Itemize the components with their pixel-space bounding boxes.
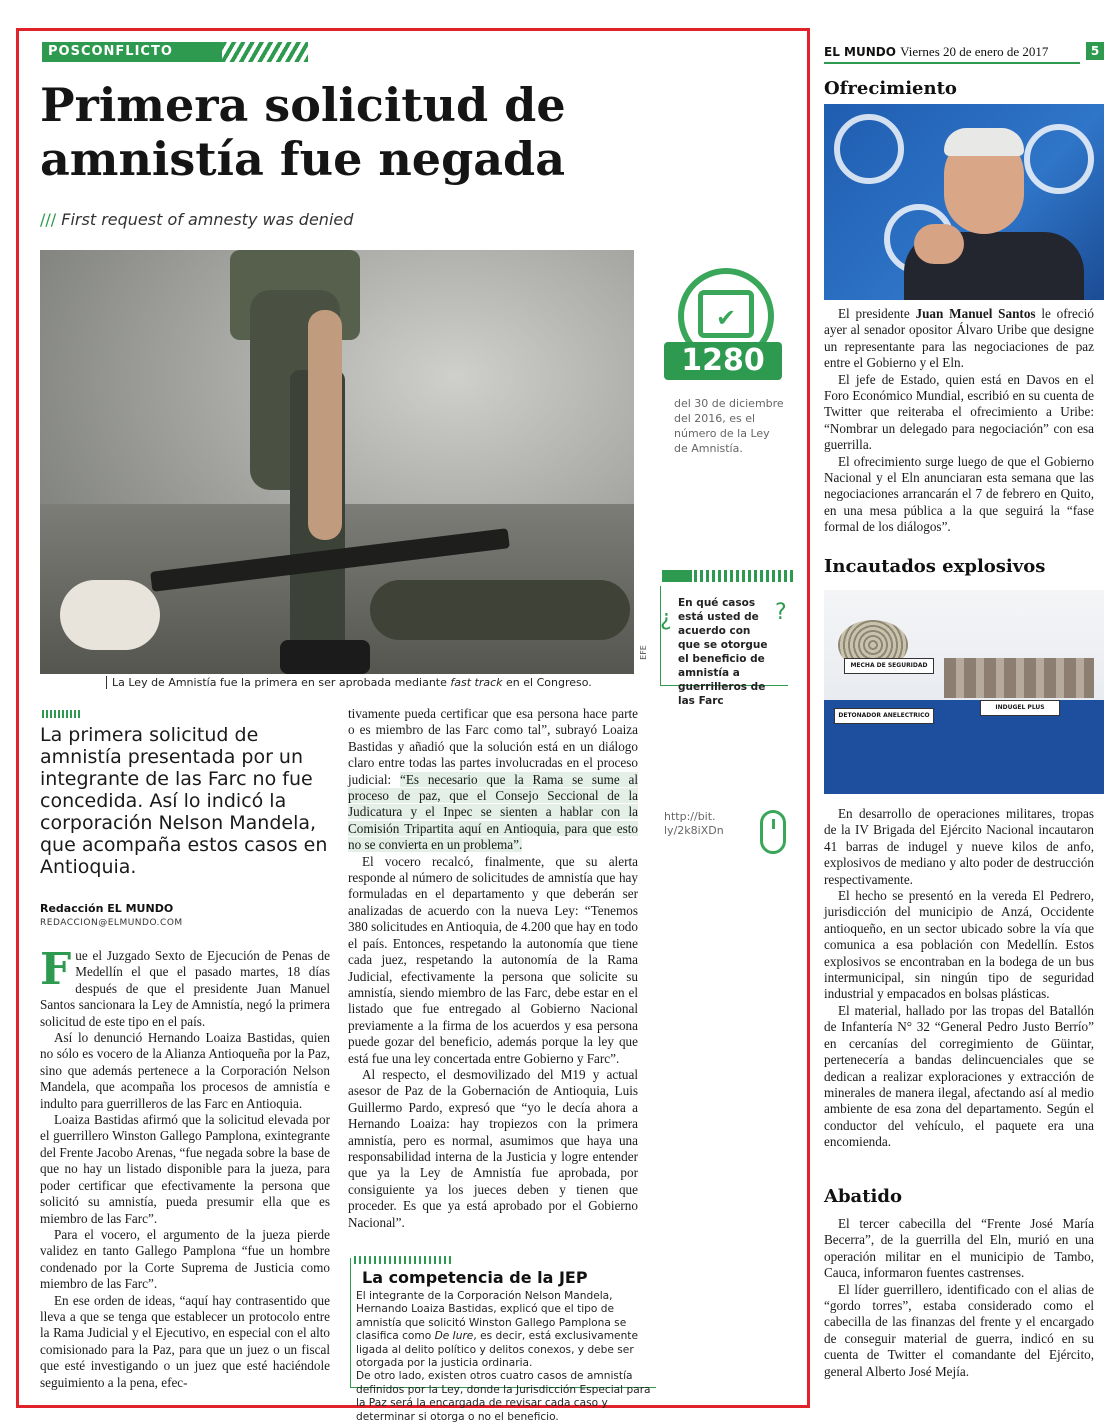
- photo-caption: [106, 676, 592, 689]
- photo-explosive-sticks: [944, 658, 1094, 698]
- sidebar-text: El presidente: [838, 306, 916, 321]
- body-text: ue el Juzgado Sexto de Ejecución de Penas de Medellín el que el pasado martes, 18 días después de que el presidente Juan Manuel Santos sancionara la Ley de Amnistía, negó la primera solicitud de este tipo en el país.: [40, 948, 330, 1029]
- masthead: [824, 44, 1048, 60]
- jep-box-paragraph: De otro lado, existen otros cuatro casos de amnistía definidos por la Ley, donde la Jurisdicción Especial para la Paz será la encargada de revisar cada caso y determinar si otorga o no el beneficio.: [356, 1370, 651, 1423]
- highlighted-quote: “Es necesario que la Rama se sume al proceso de paz, que el Consejo Seccional de la Judicatura y el Inpec se sienten a hablar con la Comisión Tripartita aquí en Antioquia, para que esto no se convierta en un problema”.: [348, 771, 638, 853]
- photo-hair: [944, 128, 1024, 156]
- photo-logo-circle: [834, 114, 904, 184]
- short-link[interactable]: [664, 810, 724, 838]
- section-stripes: [222, 42, 308, 62]
- body-paragraph: En ese orden de ideas, “aquí hay contrasentido que lleva a que se tenga que establecer un protocolo entre la Rama Judicial y el Ejecutivo, en especial con el alto comisionado para la Paz, para que un juez o un fiscal que esté investigando o un juez que esté haciéndole seguimiento a la pena, efec-: [40, 1292, 330, 1390]
- santos-photo: [824, 104, 1104, 300]
- sidebar-heading-abatido: Abatido: [824, 1186, 902, 1207]
- page-number: 5: [1086, 42, 1104, 60]
- jep-text: El integrante de la Corporación Nelson Mandela, Hernando Loaiza Bastidas, explicó que el tipo de amnistía que solicitó Winston Gallego Pamplona se clasifica como: [356, 1290, 627, 1343]
- sidebar-bold: Juan Manuel Santos: [915, 306, 1036, 321]
- photo-tag: MECHA DE SEGURIDAD: [844, 658, 934, 674]
- photo-credit: EFE: [638, 645, 648, 660]
- sidebar-text-explosivos: [824, 806, 1094, 1151]
- body-paragraph: El vocero recalcó, finalmente, que su alerta responde al número de solicitudes de amnistía que hay formuladas en el departamento y que deberán ser analizadas de acuerdo con la nueva Ley: “Tenemos 380 solicitudes en Antioquia, de 4.200 que hay en todo el país. Entonces, respetando la autonomía que tiene cada juez, respetando la autonomía de la Rama Judicial, efectivamente la persona que solicite su amnistía, siendo miembro de las Farc, debe estar en el listado que fue entregado al Gobierno Nacional previamente a la firma de los acuerdos y esa persona puede gozar del beneficio, además porque la ley que está fue una ley concertada entre Gobierno y Farc”.: [348, 853, 638, 1066]
- byline: Redacción EL MUNDO: [40, 902, 174, 915]
- sidebar-paragraph: El ofrecimiento surge luego de que el Gobierno Nacional y el Eln anunciaran esta semana que las negociaciones arrancarán el 7 de febrero en Quito, en una mesa pública a la que seguirá la “fase formal de los diálogos”.: [824, 453, 1094, 535]
- body-paragraph: Al respecto, el desmovilizado del M19 y actual asesor de Paz de la Gobernación de Antioquia, Luis Guillermo Pardo, expresó que “yo le decía ahora a Hernando Loaiza: hay tropiezos con la primera amnistía, pero es normal, asumimos que haya una responsabilidad interna de la Justicia y logre entender que ya la Ley de Amnistía fue aprobada, por consiguiente ya los jueces deben y tienen que proceder. Es que ya está aprobado por el Gobierno Nacional”.: [348, 1066, 638, 1230]
- photo-tag: DETONADOR ANELECTRICO: [834, 708, 934, 724]
- photo-arm: [308, 310, 342, 540]
- jep-em: De Iure: [434, 1330, 474, 1343]
- headline: Primera solicitud de amnistía fue negada: [40, 78, 566, 186]
- subhead-slashes: ///: [40, 210, 57, 229]
- lead-mark: [42, 710, 80, 718]
- sidebar-paragraph: El tercer cabecilla del “Frente José María Becerra”, de la guerrilla del Eln, murió en una operación militar en el municipio de Tambo, Cauca, informaron fuentes castrenses.: [824, 1216, 1094, 1281]
- question-close-icon: ?: [775, 600, 787, 625]
- subhead-text: First request of amnesty was denied: [61, 210, 354, 229]
- body-column-1: [40, 944, 331, 1391]
- photo-tag: INDUGEL PLUS: [980, 700, 1060, 716]
- sidebar-paragraph: El jefe de Estado, quien está en Davos en el Foro Económico Mundial, escribió en su cuenta de Twitter que reiteraba el ofrecimiento a Uribe: “Nombrar un delegado para negociación” con esa guerrilla.: [824, 371, 1094, 453]
- soldier-photo: [40, 250, 634, 674]
- sidebar-paragraph: En desarrollo de operaciones militares, tropas de la IV Brigada del Ejército Nacional incautaron 41 barras de indugel y nueve kilos de anfo, explosivos de mediano y alto poder de destrucción respectivamente.: [824, 806, 1094, 887]
- body-text: tivamente pueda certificar que esa persona hace parte o es miembro de las Farc como tal”, subrayó Loaiza Bastidas y añadió que la solución está en un diálogo claro entre todas las partes involucradas en el proceso judicial:: [348, 706, 638, 787]
- caption-em: fast track: [450, 676, 503, 689]
- subhead: [40, 210, 353, 229]
- masthead-paper: EL MUNDO: [824, 45, 896, 59]
- masthead-date: Viernes 20 de enero de 2017: [900, 44, 1049, 59]
- photo-boot: [280, 640, 370, 674]
- jep-box-paragraph: [356, 1290, 652, 1370]
- poll-stripes: [694, 570, 794, 582]
- stat-text: del 30 de diciembre del 2016, es el número de la Ley de Amnistía.: [674, 397, 784, 455]
- masthead-rule: [824, 62, 1080, 64]
- sidebar-text-abatido: [824, 1216, 1094, 1380]
- byline-email[interactable]: REDACCION@ELMUNDO.COM: [40, 918, 183, 928]
- stat-number: 1280: [664, 342, 782, 380]
- sidebar-text-ofrecimiento: [824, 306, 1094, 536]
- section-label: POSCONFLICTO: [48, 44, 173, 59]
- explosives-photo: [824, 590, 1104, 794]
- jep-box-text: [356, 1290, 652, 1424]
- sidebar-heading-ofrecimiento: Ofrecimiento: [824, 78, 957, 99]
- poll-question[interactable]: En qué casos está usted de acuerdo con que se otorgue el beneficio de amnistía a guerrilleros de las Farc: [678, 597, 768, 707]
- dropcap: F: [40, 944, 72, 995]
- jep-text: , es decir, está exclusivamente ligada al delito político y delitos conexos, y debe ser otorgada por la justicia ordinaria.: [356, 1330, 638, 1370]
- body-paragraph: [348, 706, 638, 854]
- body-paragraph: Así lo denunció Hernando Loaiza Bastidas, quien no sólo es vocero de la Alianza Antioqueña por la Paz, sino que además pertenece a la Corporación Nelson Mandela, que acompaña los procesos de amnistía e indulto para guerrilleros de las Farc en Antioquia.: [40, 1030, 330, 1111]
- sidebar-paragraph: [824, 306, 1094, 372]
- mouse-icon: [760, 810, 786, 854]
- sidebar-paragraph: El material, hallado por las tropas del Batallón de Infantería N° 32 “General Pedro Justo Berrío” en cercanías del corregimiento de Güintar, pertenecería a bandas delincuenciales que se dedican a realizar exploraciones y extracción de minerales de manera ilegal, afectando así al medio ambiente de esa zona del departamento. Según el conductor del vehículo, el paquete era una encomienda.: [824, 1002, 1094, 1150]
- question-open-icon: ¿: [660, 606, 672, 631]
- sidebar-text: le ofreció ayer al senador opositor Álvaro Uribe que designe un representante para las negociaciones de paz entre el Gobierno y el Eln.: [824, 306, 1094, 371]
- body-paragraph: Loaiza Bastidas afirmó que la solicitud elevada por el guerrillero Winston Gallego Pamplona, exintegrante del Frente Jacobo Arenas, “fue negada sobre la base de que no hay un listado disponible para la jueza, para poder certificar que efectivamente la persona que solicitó su amnistía, pueda presumir ella que es miembro de las Farc”.: [40, 1112, 331, 1226]
- short-link-line1[interactable]: http://bit.: [664, 810, 716, 823]
- caption-post: en el Congreso.: [502, 676, 592, 689]
- short-link-line2[interactable]: ly/2k8iXDn: [664, 824, 724, 837]
- poll-bar: [662, 570, 692, 582]
- sidebar-heading-explosivos: Incautados explosivos: [824, 556, 1046, 577]
- photo-gear: [370, 580, 630, 640]
- body-column-2: [348, 706, 638, 1231]
- body-paragraph: [40, 944, 330, 1030]
- photo-logo-circle: [1024, 124, 1094, 194]
- stat-badge: [664, 268, 782, 380]
- lead-paragraph: La primera solicitud de amnistía presentada por un integrante de las Farc no fue concedida. Así lo indicó la corporación Nelson Mandela, que acompaña estos casos en Antioquia.: [40, 724, 328, 878]
- check-icon: ✔: [716, 304, 737, 332]
- sidebar-paragraph: El hecho se presentó en la vereda El Pedrero, jurisdicción del municipio de Anzá, Occidente antioqueño, en un sector ubicado sobre la vía que comunica a esa población con Medellín. Estos explosivos se encontraban en la bodega de un bus intermunicipal, sin ningún tipo de seguridad industrial y empacados en bolsas plásticas.: [824, 888, 1094, 1002]
- jep-box-title: La competencia de la JEP: [362, 1268, 588, 1287]
- photo-dog: [60, 580, 160, 650]
- photo-hand: [914, 224, 964, 264]
- body-paragraph: Para el vocero, el argumento de la jueza pierde validez en tanto Gallego Pamplona “fue un hombre condenado por la Corte Suprema de Justicia como miembro de las Farc”.: [40, 1226, 330, 1292]
- caption-pre: La Ley de Amnistía fue la primera en ser aprobada mediante: [112, 676, 451, 689]
- sidebar-paragraph: El líder guerrillero, identificado con el alias de “gordo torres”, estaba considerado como el cabecilla de las finanzas del frente y el encargado de conseguir material de guerra, indicó en su cuenta de Twitter el comandante del Ejército, general Alberto José Mejía.: [824, 1281, 1094, 1379]
